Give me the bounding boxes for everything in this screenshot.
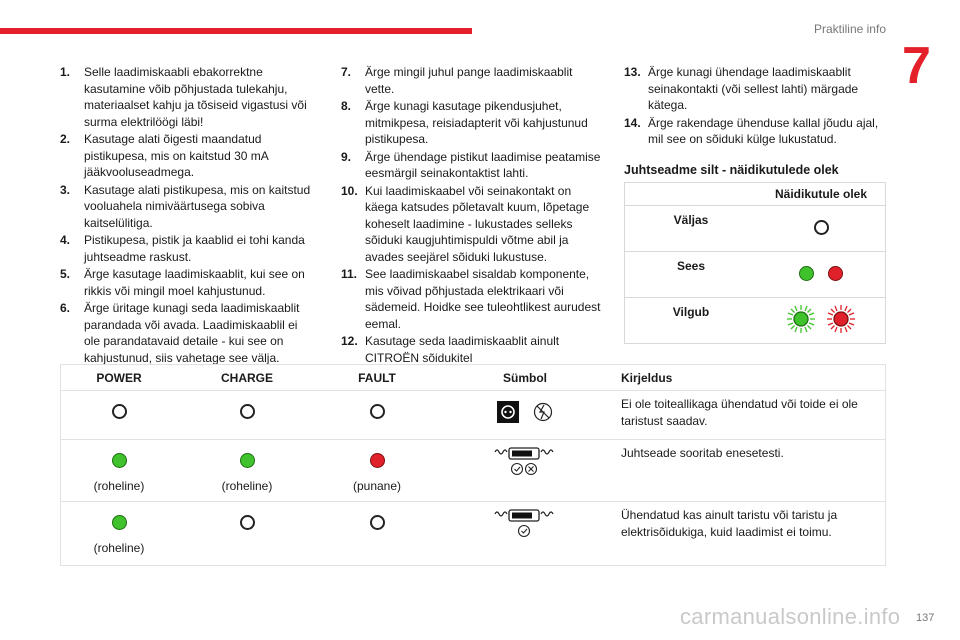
charge-light-green-icon [240, 453, 255, 468]
fault-light-red-icon [370, 453, 385, 468]
column-1 [60, 64, 312, 367]
light-off-icon [814, 220, 829, 235]
item-number: 14. [624, 115, 641, 130]
state-label: Väljas [625, 206, 758, 252]
item-text: Ärge üritage kunagi seda laadimiskaablit parandada või avada. Laadimiskaablil ei ole parandatavaid detaile - kui see on kahjustunud, siis vahetage see välja. [84, 301, 300, 365]
column-header: CHARGE [177, 365, 317, 391]
item-number: 13. [624, 65, 641, 79]
item-text: See laadimiskaabel sisaldab komponente, mis võivad põhjustada elektrikaari või sädemeid. Hoidke see tuleohtlikest aurudest eemal. [365, 267, 601, 331]
list-item [341, 266, 605, 332]
column-3 [624, 64, 886, 178]
list-item [341, 98, 605, 148]
list-item [60, 64, 312, 130]
item-number: 8. [341, 99, 352, 113]
row-description: Juhtseade sooritab enesetesti. [613, 440, 886, 502]
socket-and-no-power-icon [495, 399, 555, 427]
item-number: 7. [341, 65, 352, 79]
indicator-column-header: Näidikutule olek [757, 183, 886, 206]
item-number: 10. [341, 183, 358, 198]
list-item [341, 64, 605, 97]
page-number: 137 [916, 612, 935, 624]
table-row [625, 252, 886, 298]
section-title: Praktiline info [813, 22, 886, 36]
item-text: Kasutage alati pistikupesa, mis on kaitstud vooluahela nimiväärtusega sobiva kaitselülitiga. [84, 182, 311, 230]
item-text: Ärge kunagi kasutage pikendusjuhet, mitmikpesa, reisiadapterit või kahjustunud pistikupesa. [365, 99, 588, 146]
table-row [61, 502, 886, 566]
item-number: 12. [341, 334, 358, 348]
column-header: Kirjeldus [613, 365, 886, 391]
column-header: Sümbol [437, 365, 613, 391]
list-item [60, 131, 312, 181]
power-color-caption: (roheline) [93, 479, 145, 493]
table-row [625, 298, 886, 344]
charge-light-off-icon [240, 515, 255, 530]
red-blinking-light-icon [826, 304, 856, 334]
list-item [341, 183, 605, 266]
item-text: Selle laadimiskaabli ebakorrektne kasutamine võib põhjustada tulekahju, materiaalset kahju ja tõsiseid vigastusi või surma elektrilöögi läbi! [84, 65, 307, 129]
item-text: Ärge ühendage pistikut laadimise peatamise eesmärgil seinakontaktist lahti. [365, 149, 601, 180]
indicator-heading: Juhtseadme silt - näidikutulede olek [624, 162, 839, 177]
power-light-green-icon [112, 453, 127, 468]
status-table [60, 364, 886, 566]
list-item [341, 149, 605, 182]
state-label: Vilgub [625, 298, 758, 344]
table-row [61, 440, 886, 502]
item-text: Pistikupesa, pistik ja kaablid ei tohi kanda juhtseadme raskust. [84, 233, 305, 264]
state-label: Sees [625, 252, 758, 298]
list-item [60, 182, 312, 232]
item-number: 4. [60, 233, 71, 247]
item-number: 11. [341, 267, 358, 281]
control-unit-check-cross-icon [493, 446, 557, 478]
indicator-state-table [624, 182, 886, 344]
row-description: Ühendatud kas ainult taristu või taristu ja elektrisõidukiga, kuid laadimist ei toimu. [613, 502, 886, 566]
item-number: 9. [341, 149, 352, 164]
item-text: Ärge mingil juhul pange laadimiskaablit vette. [365, 65, 573, 96]
empty-header-cell [625, 183, 758, 206]
table-row [61, 391, 886, 440]
charge-color-caption: (roheline) [221, 479, 273, 493]
item-text: Kasutage seda laadimiskaablit ainult CITROËN sõidukitel [365, 334, 560, 365]
item-text: Ärge kasutage laadimiskaablit, kui see on rikkis või mingil moel kahjustunud. [84, 267, 305, 298]
table-row [625, 206, 886, 252]
green-blinking-light-icon [786, 304, 816, 334]
control-unit-check-icon [493, 508, 557, 540]
green-light-icon [799, 266, 814, 281]
row-description: Ei ole toiteallikaga ühendatud või toide ei ole taristust saadav. [613, 391, 886, 440]
item-number: 1. [60, 65, 71, 79]
list-item [60, 232, 312, 265]
item-text: Kui laadimiskaabel või seinakontakt on käega katsudes põletavalt kuum, lõpetage koheselt laadimine - lukustades selleks sõiduki kaugjuhtimispuldi võtme abil ja avades seejärel sõiduki lukustuse. [365, 183, 590, 264]
item-text: Ärge kunagi ühendage laadimiskaablit seinakontakti (või sellest lahti) märgade kätega. [648, 65, 859, 112]
fault-light-off-icon [370, 515, 385, 530]
power-light-green-icon [112, 515, 127, 530]
item-text: Ärge rakendage ühenduse kallal jõudu ajal, mil see on sõiduki külge lukustatud. [648, 115, 879, 146]
column-header: POWER [61, 365, 178, 391]
item-number: 2. [60, 132, 71, 146]
watermark: carmanualsonline.info [680, 604, 901, 629]
charge-light-off-icon [240, 404, 255, 419]
column-header: FAULT [317, 365, 437, 391]
item-number: 6. [60, 301, 71, 315]
item-number: 3. [60, 182, 71, 197]
column-2 [341, 64, 605, 367]
header-red-bar [0, 28, 472, 34]
red-light-icon [828, 266, 843, 281]
power-color-caption: (roheline) [93, 541, 145, 555]
power-light-off-icon [112, 404, 127, 419]
list-item [624, 64, 886, 114]
list-item [624, 115, 886, 148]
list-item [60, 266, 312, 299]
chapter-number: 7 [902, 37, 931, 95]
fault-color-caption: (punane) [352, 479, 402, 493]
list-item [341, 333, 605, 366]
item-text: Kasutage alati õigesti maandatud pistikupesa, mis on kaitstud 30 mA jääkvooluseadmega. [84, 132, 269, 179]
fault-light-off-icon [370, 404, 385, 419]
list-item [60, 300, 312, 366]
item-number: 5. [60, 267, 71, 281]
